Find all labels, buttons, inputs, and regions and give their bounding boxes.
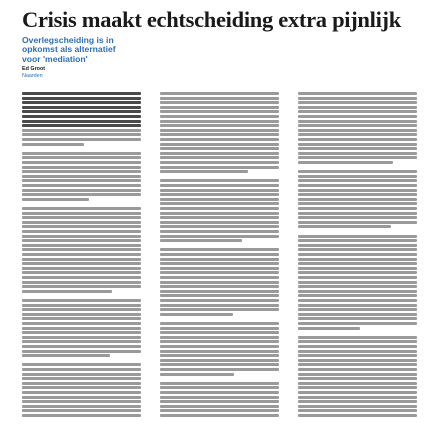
text-line (160, 294, 279, 297)
text-line (160, 161, 279, 164)
text-line (22, 290, 112, 293)
text-line (160, 170, 248, 173)
text-line (298, 363, 417, 366)
text-line (160, 340, 279, 343)
article-column-1 (22, 92, 141, 421)
text-line (160, 225, 279, 228)
text-line (298, 373, 417, 376)
text-line (22, 221, 141, 224)
text-line (160, 281, 279, 284)
text-line (160, 97, 279, 100)
text-line (22, 175, 141, 178)
text-line (298, 97, 417, 100)
text-line (22, 235, 141, 238)
text-line (160, 101, 279, 104)
text-line (160, 377, 279, 380)
article-body (22, 92, 417, 421)
text-line (160, 92, 279, 95)
text-line (160, 179, 279, 182)
text-line (22, 230, 141, 233)
text-line (160, 322, 279, 325)
text-line (160, 216, 279, 219)
text-line (22, 327, 141, 330)
text-line (22, 322, 141, 325)
text-line (22, 244, 141, 247)
text-line (22, 363, 141, 366)
text-line (298, 396, 417, 399)
text-line (298, 340, 417, 343)
article-column-3 (298, 92, 417, 421)
text-line (298, 313, 417, 316)
text-line (160, 363, 279, 366)
text-line (160, 106, 279, 109)
text-line (22, 308, 141, 311)
text-line (160, 400, 279, 403)
text-line (160, 396, 279, 399)
text-line (160, 373, 234, 376)
text-line (22, 193, 141, 196)
text-line (298, 345, 417, 348)
text-line (160, 207, 279, 210)
text-line (22, 133, 141, 136)
text-line (22, 138, 141, 141)
text-line (22, 299, 141, 302)
text-line (160, 253, 279, 256)
text-line (160, 239, 242, 242)
text-line (298, 221, 417, 224)
text-line (22, 189, 141, 192)
text-line (22, 271, 141, 274)
text-line (160, 290, 279, 293)
text-line (298, 368, 417, 371)
text-line (160, 138, 279, 141)
text-line (22, 156, 141, 159)
text-line (22, 331, 141, 334)
text-line (298, 239, 417, 242)
text-line (298, 133, 417, 136)
text-line (298, 110, 417, 113)
text-line (22, 354, 110, 357)
text-line (22, 179, 141, 182)
text-line (160, 221, 279, 224)
text-line (160, 258, 279, 261)
text-line (160, 304, 279, 307)
text-line (160, 143, 279, 146)
text-line (298, 271, 417, 274)
text-line (22, 212, 141, 215)
text-line (22, 239, 141, 242)
text-line (160, 276, 279, 279)
text-line (298, 189, 417, 192)
text-line (298, 377, 417, 380)
text-line (298, 138, 417, 141)
text-line (160, 317, 279, 320)
text-line (22, 152, 141, 155)
text-line (22, 115, 141, 118)
text-line (22, 124, 141, 127)
text-line (22, 276, 141, 279)
text-line (160, 248, 279, 251)
text-line (22, 368, 141, 371)
text-line (298, 281, 417, 284)
text-line (22, 386, 141, 389)
text-line (22, 143, 84, 146)
text-line (22, 373, 141, 376)
text-line (22, 202, 141, 205)
article-dateline: Naarden (22, 73, 43, 80)
text-line (298, 354, 417, 357)
text-line (298, 304, 417, 307)
text-line (22, 161, 141, 164)
text-line (22, 216, 141, 219)
text-line (298, 409, 417, 412)
text-line (298, 115, 417, 118)
text-line (22, 340, 141, 343)
article-column-2 (160, 92, 279, 421)
text-line (298, 101, 417, 104)
text-line (298, 216, 417, 219)
text-line (160, 382, 279, 385)
article-subhead: Overlegscheiding is in opkomst als alternatief voor 'mediation' (22, 35, 116, 64)
text-line (22, 285, 141, 288)
text-line (160, 336, 279, 339)
text-line (22, 225, 141, 228)
text-line (160, 175, 279, 178)
text-line (22, 147, 141, 150)
text-line (298, 262, 417, 265)
text-line (298, 359, 417, 362)
text-line (298, 405, 417, 408)
text-line (298, 179, 417, 182)
text-line (298, 156, 417, 159)
text-line (298, 212, 417, 215)
text-line (298, 147, 417, 150)
text-line (160, 313, 233, 316)
text-line (22, 382, 141, 385)
text-line (298, 290, 417, 293)
text-line (22, 248, 141, 251)
text-line (22, 262, 141, 265)
text-line (160, 271, 279, 274)
text-line (22, 313, 141, 316)
text-line (160, 299, 279, 302)
text-line (160, 414, 279, 417)
text-line (298, 124, 417, 127)
text-line (298, 414, 417, 417)
text-line (298, 230, 417, 233)
text-line (298, 267, 417, 270)
text-line (22, 166, 141, 169)
text-line (22, 281, 141, 284)
text-line (298, 170, 417, 173)
text-line (298, 294, 417, 297)
text-line (298, 336, 417, 339)
text-line (160, 152, 279, 155)
text-line (298, 331, 417, 334)
text-line (160, 110, 279, 113)
text-line (298, 248, 417, 251)
text-line (22, 198, 89, 201)
text-line (160, 368, 279, 371)
text-line (298, 386, 417, 389)
text-line (22, 345, 141, 348)
text-line (160, 354, 279, 357)
text-line (298, 143, 417, 146)
text-line (22, 97, 141, 100)
text-line (160, 409, 279, 412)
text-line (22, 129, 141, 132)
text-line (22, 359, 141, 362)
text-line (298, 258, 417, 261)
text-line (298, 350, 417, 353)
text-line (298, 327, 360, 330)
text-line (22, 294, 141, 297)
text-line (160, 235, 279, 238)
text-line (22, 405, 141, 408)
text-line (298, 129, 417, 132)
text-line (160, 345, 279, 348)
text-line (22, 106, 141, 109)
text-line (160, 391, 279, 394)
text-line (22, 391, 141, 394)
text-line (160, 244, 279, 247)
text-line (22, 253, 141, 256)
text-line (298, 400, 417, 403)
text-line (160, 166, 279, 169)
text-line (298, 235, 417, 238)
text-line (298, 225, 391, 228)
text-line (160, 405, 279, 408)
text-line (160, 120, 279, 123)
text-line (298, 175, 417, 178)
text-line (160, 124, 279, 127)
text-line (160, 189, 279, 192)
text-line (160, 285, 279, 288)
text-line (160, 308, 279, 311)
text-line (160, 267, 279, 270)
text-line (160, 212, 279, 215)
text-line (160, 129, 279, 132)
text-line (160, 184, 279, 187)
text-line (22, 207, 141, 210)
text-line (22, 110, 141, 113)
text-line (298, 152, 417, 155)
text-line (160, 147, 279, 150)
text-line (298, 106, 417, 109)
text-line (298, 198, 417, 201)
text-line (22, 396, 141, 399)
text-line (160, 193, 279, 196)
text-line (22, 400, 141, 403)
text-line (298, 202, 417, 205)
text-line (22, 317, 141, 320)
text-line (298, 92, 417, 95)
text-line (22, 92, 141, 95)
text-line (160, 198, 279, 201)
text-line (160, 156, 279, 159)
text-line (160, 262, 279, 265)
text-line (298, 193, 417, 196)
article-byline: Ed Groot (22, 66, 46, 73)
text-line (22, 336, 141, 339)
text-line (22, 304, 141, 307)
text-line (160, 359, 279, 362)
text-line (160, 350, 279, 353)
text-line (160, 327, 279, 330)
text-line (298, 276, 417, 279)
text-line (298, 285, 417, 288)
text-line (160, 386, 279, 389)
text-line (160, 133, 279, 136)
text-line (22, 258, 141, 261)
text-line (298, 244, 417, 247)
text-line (298, 308, 417, 311)
text-line (298, 253, 417, 256)
text-line (22, 267, 141, 270)
text-line (298, 299, 417, 302)
text-line (298, 207, 417, 210)
text-line (298, 382, 417, 385)
text-line (298, 317, 417, 320)
text-line (160, 202, 279, 205)
text-line (298, 322, 417, 325)
text-line (22, 101, 141, 104)
text-line (22, 120, 141, 123)
text-line (298, 184, 417, 187)
article-headline: Crisis maakt echtscheiding extra pijnlijk (22, 7, 401, 32)
text-line (160, 230, 279, 233)
text-line (22, 377, 141, 380)
text-line (298, 391, 417, 394)
text-line (298, 120, 417, 123)
text-line (22, 170, 141, 173)
text-line (298, 166, 417, 169)
text-line (22, 414, 141, 417)
text-line (22, 350, 141, 353)
text-line (160, 331, 279, 334)
text-line (160, 115, 279, 118)
text-line (22, 184, 141, 187)
text-line (298, 161, 393, 164)
text-line (22, 409, 141, 412)
